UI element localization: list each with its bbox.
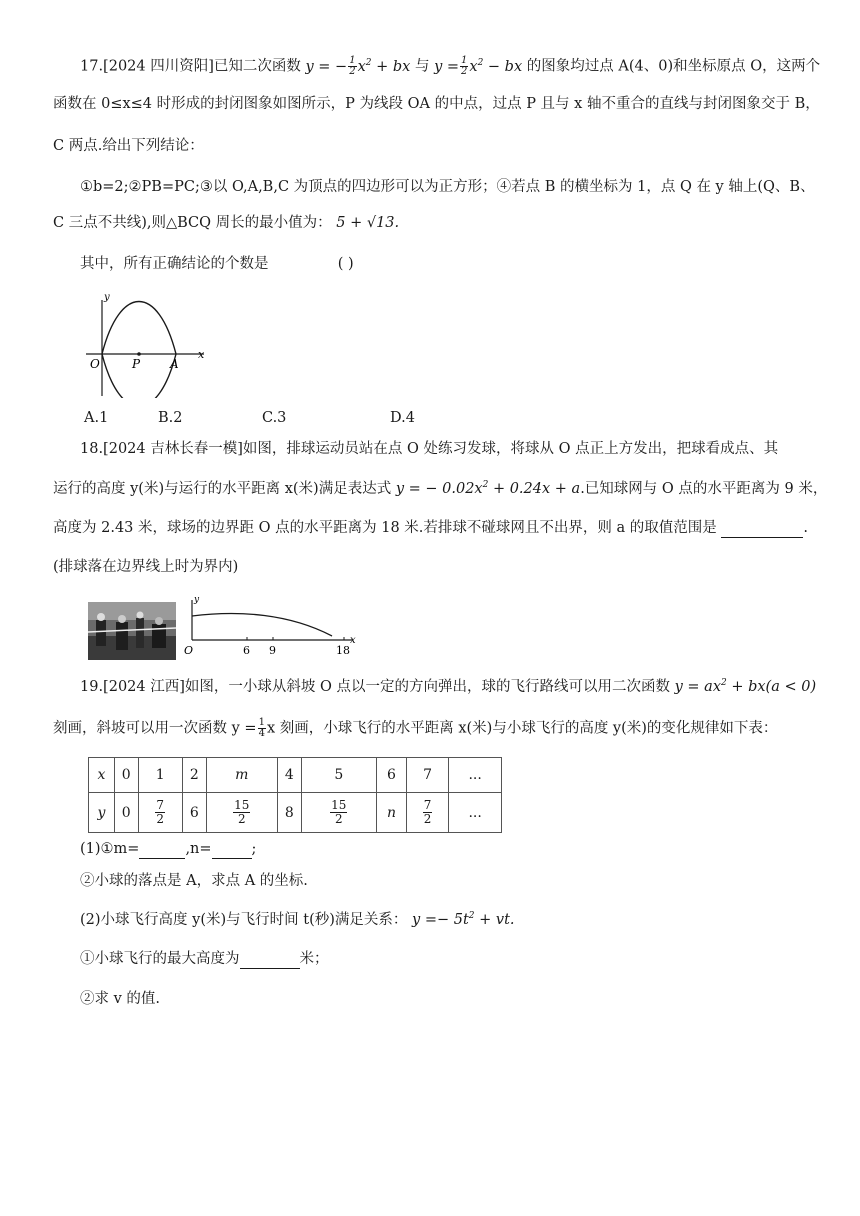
y-cell-n: n	[377, 793, 407, 833]
y-header: y	[89, 793, 115, 833]
q17-line6: 其中，所有正确结论的个数是 ( )	[80, 256, 354, 272]
q17-a-label: A	[170, 357, 179, 371]
x-cell: 1	[138, 758, 182, 793]
x-header: x	[89, 758, 115, 793]
q17-function2: y = $\frac{1}{2}$ $x^2$ − bx	[434, 55, 523, 77]
q18-line2: 运行的高度 y(米)与运行的水平距离 x(米)满足表达式 y = − $0.02x^2 + 0.24x + a$.已知球网与 O 点的水平距离为 9 米，	[53, 480, 828, 497]
x-cell: 5	[301, 758, 376, 793]
q18-label-18: 18	[336, 644, 350, 657]
q18-line3: 高度为 2.43 米，球场的边界距 O 点的水平距离为 18 米.若排球不碰球网且不出界，则 a 的取值范围是 .	[53, 520, 808, 536]
y-cell-frac: $\frac{7}{2}$	[406, 793, 448, 833]
q18-line1: 18.[2024 吉林长春一模]如图，排球运动员站在点 O 处练习发球，将球从 O 点正上方发出，把球看成点、其	[80, 441, 779, 457]
choice-d: D.4	[390, 410, 415, 426]
q17-line4: ①b=2;②PB=PC;③以 O,A,B,C 为顶点的四边形可以为正方形；④若点 B 的横坐标为 1，点 Q 在 y 轴上(Q、B、	[80, 179, 815, 195]
x-cell: 2	[182, 758, 206, 793]
q19-line1: 19.[2024 江西]如图，一小球从斜坡 O 点以一定的方向弹出，球的飞行路线可以用二次函数 $y = ax^2 + bx(a < 0)$	[80, 678, 817, 695]
q17-figure	[80, 288, 220, 398]
q19-table	[88, 757, 502, 833]
q19-part1b: ②小球的落点是 A，求点 A 的坐标.	[80, 873, 308, 889]
y-cell: 6	[182, 793, 206, 833]
choice-a: A.1	[84, 410, 109, 426]
q19-part2a: ①小球飞行的最大高度为 米；	[80, 951, 329, 967]
q17-x-label: x	[198, 348, 205, 361]
table-row-x	[89, 758, 502, 793]
q18-o-label: O	[184, 644, 194, 657]
q17-line1	[80, 56, 820, 77]
volleyball-photo	[88, 602, 176, 660]
choice-b: B.2	[158, 410, 183, 426]
x-cell: 0	[114, 758, 138, 793]
q17-point-p	[137, 352, 141, 356]
n-answer-blank[interactable]	[212, 842, 252, 859]
q17-y-label: y	[104, 292, 110, 303]
q17-line5: C 三点不共线),则△BCQ 周长的最小值为： 5 + √13.	[53, 215, 400, 231]
y-cell: 8	[277, 793, 301, 833]
q18-x-label: x	[350, 635, 356, 646]
q17-o-label: O	[90, 357, 100, 371]
x-cell: 6	[377, 758, 407, 793]
q17-function1: y = − $\frac{1}{2}$ $x^2$ + bx	[305, 55, 411, 77]
y-cell-frac: $\frac{7}{2}$	[138, 793, 182, 833]
q17-min-perimeter: 5 + √13.	[336, 215, 400, 231]
q19-height-time: $y =- 5t^2$ + vt.	[412, 911, 515, 928]
m-answer-blank[interactable]	[139, 842, 185, 859]
q18-label-9: 9	[269, 644, 276, 657]
y-cell-ellipsis: ...	[449, 793, 502, 833]
q18-answer-blank[interactable]	[721, 521, 803, 538]
q17-and: 与	[414, 58, 430, 75]
q18-expression: y = − $0.02x^2 + 0.24x + a$	[395, 480, 581, 497]
q17-line3: C 两点.给出下列结论：	[53, 138, 204, 154]
q18-label-6: 6	[243, 644, 250, 657]
x-cell: 4	[277, 758, 301, 793]
x-cell-ellipsis: ...	[449, 758, 502, 793]
q17-prefix-suffix: 的图象均过点 A(4、0)和坐标原点 O，这两个	[526, 58, 821, 75]
x-cell: 7	[406, 758, 448, 793]
x-cell-m: m	[206, 758, 277, 793]
q18-line4: (排球落在边界线上时为界内)	[53, 559, 239, 575]
q17-answer-paren: ( )	[337, 256, 354, 272]
table-row-y	[89, 793, 502, 833]
q17-upper-parabola	[102, 302, 176, 355]
q17-prefix: 17.[2024 四川资阳]已知二次函数	[80, 58, 301, 75]
y-cell-frac: $\frac{15}{2}$	[301, 793, 376, 833]
q17-line2: 函数在 0≤x≤4 时形成的封闭图象如图所示，P 为线段 OA 的中点，过点 P 且与 x 轴不重合的直线与封闭图象交于 B，	[53, 96, 820, 112]
y-cell-frac: $\frac{15}{2}$	[206, 793, 277, 833]
q18-figure	[180, 592, 360, 664]
q17-p-label: P	[132, 357, 141, 371]
q18-y-label: y	[194, 595, 200, 605]
q19-quadratic: $y = ax^2 + bx(a < 0)$	[674, 678, 817, 695]
q19-part1a: (1)①m= ,n= ;	[80, 841, 257, 857]
q19-part2: (2)小球飞行高度 y(米)与飞行时间 t(秒)满足关系： $y =- 5t^2$ + vt.	[80, 911, 515, 928]
choice-c: C.3	[262, 410, 287, 426]
y-cell: 0	[114, 793, 138, 833]
q19-part2b: ②求 v 的值.	[80, 991, 161, 1007]
max-height-blank[interactable]	[240, 952, 300, 969]
q18-trajectory	[192, 613, 332, 636]
q19-line2: 刻画，斜坡可以用一次函数 y = $\frac{1}{4}$ x 刻画，小球飞行的水平距离 x(米)与小球飞行的高度 y(米)的变化规律如下表：	[53, 717, 778, 739]
